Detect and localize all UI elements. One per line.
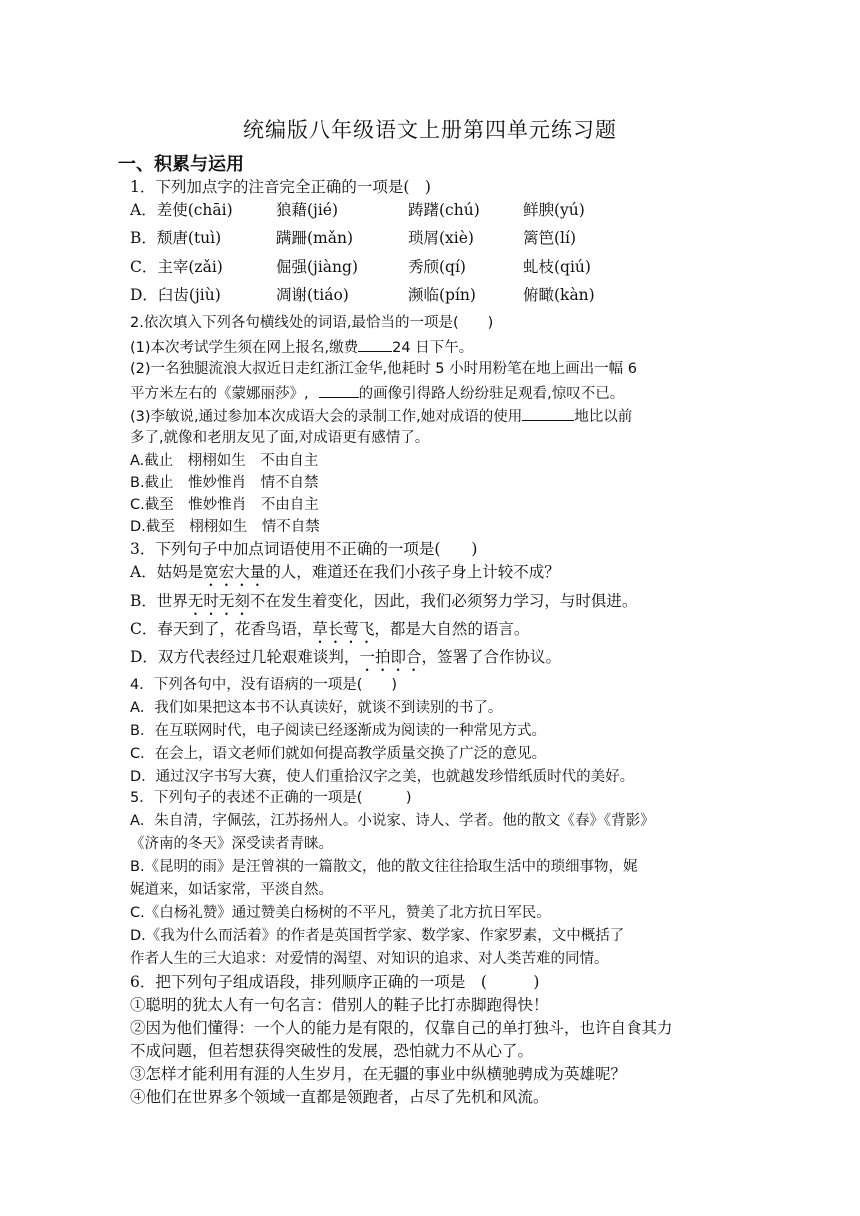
q6-sentence-3: ③怎样才能利用有涯的人生岁月，在无疆的事业中纵横驰骋成为英雄呢？ <box>130 1065 627 1083</box>
q1-d-2: 凋谢(tiáo) <box>276 286 349 304</box>
q1-b-2: 蹒跚(mǎn) <box>276 229 354 247</box>
q1-c-2: 倔强(jiàng) <box>276 258 359 276</box>
q1-b-4: 篱笆(lí) <box>523 229 577 247</box>
q1-d-3: 濒临(pín) <box>408 286 476 304</box>
q3-option-c <box>130 618 529 647</box>
q1-a-4: 鲜腴(yú) <box>523 201 585 219</box>
q1-d-4: 俯瞰(kàn) <box>523 286 595 304</box>
q4-option-c: C．在会上，语文老师们就如何提高教学质量交换了广泛的意见。 <box>130 746 547 762</box>
q5-option-a-line1: A．朱自清，字佩弦，江苏扬州人。小说家、诗人、学者。他的散文《春》《背影》 <box>130 813 655 829</box>
q3-option-b <box>130 590 637 619</box>
q3-d-post: ，签署了合作协议。 <box>421 648 561 666</box>
document-title: 统编版八年级语文上册第四单元练习题 <box>243 118 617 142</box>
section-heading: 一、积累与运用 <box>118 154 244 175</box>
q2-s2-tail: 的画像引得路人纷纷驻足观看,惊叹不已。 <box>358 386 625 402</box>
q3-b-pre: B．世界 <box>130 592 188 610</box>
q6-sentence-2-line2: 不成问题，但若想获得突破性的发展，恐怕就力不从心了。 <box>130 1042 534 1060</box>
q1-c-4: 虬枝(qiú) <box>523 258 591 276</box>
q6-sentence-2-line1: ②因为他们懂得：一个人的能力是有限的，仅靠自己的单打独斗，也许自食其力 <box>130 1019 673 1037</box>
q4-option-a: A．我们如果把这本书不认真读好，就谈不到读别的书了。 <box>130 700 503 716</box>
q3-stem: 3．下列句子中加点词语使用不正确的一项是( ) <box>130 540 478 558</box>
q2-s3-tail: 地比以前 <box>574 409 633 425</box>
q1-option-a <box>130 199 585 221</box>
q1-c-1: C．主宰(zǎi) <box>130 258 223 276</box>
q5-stem: 5．下列句子的表述不正确的一项是( ) <box>130 790 412 806</box>
q6-sentence-1: ①聪明的犹太人有一句名言：借别人的鞋子比打赤脚跑得快！ <box>130 996 549 1014</box>
q1-option-d <box>130 284 595 306</box>
q2-option-d: D.截至 栩栩如生 情不自禁 <box>130 519 320 535</box>
q4-option-d: D．通过汉字书写大赛，使人们重拾汉字之美，也就越发珍惜纸质时代的美好。 <box>130 769 635 785</box>
q2-option-a: A.截止 栩栩如生 不由自主 <box>130 453 319 469</box>
q6-stem: 6．把下列句子组成语段，排列顺序正确的一项是 ( ) <box>130 973 540 991</box>
q3-option-a <box>130 561 560 590</box>
fill-blank <box>358 335 392 352</box>
dotted-phrase: 无时无刻 <box>187 592 250 610</box>
q5-option-a-line2: 《济南的冬天》深受读者青睐。 <box>130 836 333 852</box>
q2-sentence-1 <box>130 335 473 359</box>
q1-a-1: A．差使(chāi) <box>130 201 233 219</box>
fill-blank <box>522 404 574 421</box>
q1-c-3: 秀颀(qí) <box>408 258 466 276</box>
q1-a-3: 踌躇(chú) <box>408 201 480 219</box>
q2-s1-text: (1)本次考试学生须在网上报名,缴费 <box>130 340 359 356</box>
q2-s3-text: (3)李敏说,通过参加本次成语大会的录制工作,她对成语的使用 <box>130 409 523 425</box>
q1-stem: 1．下列加点字的注音完全正确的一项是( ) <box>130 178 431 196</box>
q1-b-1: B．颓唐(tuì) <box>130 229 222 247</box>
q2-option-b: B.截止 惟妙惟肖 情不自禁 <box>130 475 319 491</box>
q1-b-3: 琐屑(xiè) <box>408 229 474 247</box>
q4-option-b: B．在互联网时代，电子阅读已经逐渐成为阅读的一种常见方式。 <box>130 723 546 739</box>
q3-a-pre: A．姑妈是 <box>130 563 204 581</box>
dotted-phrase: 宽宏大量 <box>203 563 266 581</box>
q5-option-c: C.《白杨礼赞》通过赞美白杨树的不平凡，赞美了北方抗日军民。 <box>130 905 551 921</box>
q2-sentence-3b: 多了,就像和老朋友见了面,对成语更有感情了。 <box>130 430 430 446</box>
q1-a-2: 狼藉(jié) <box>276 201 339 219</box>
q2-s2-text: 平方米左右的《蒙娜丽莎》, <box>130 386 309 402</box>
q2-sentence-2b <box>130 381 624 405</box>
q3-c-post: ，都是大自然的语言。 <box>374 620 530 638</box>
q1-option-b <box>130 227 576 249</box>
q4-stem: 4．下列各句中，没有语病的一项是( ) <box>130 677 398 693</box>
q2-sentence-3a <box>130 404 632 428</box>
q5-option-b-line2: 娓道来，如话家常，平淡自然。 <box>130 882 333 898</box>
q2-sentence-2a: (2)一名独腿流浪大叔近日走红浙江金华,他耗时 5 小时用粉笔在地上画出一幅 6 <box>130 361 637 377</box>
q5-option-d-line2: 作者人生的三大追求：对爱情的渴望、对知识的追求、对人类苦难的同情。 <box>130 951 609 967</box>
q2-option-c: C.截至 惟妙惟肖 不由自主 <box>130 497 319 513</box>
q3-option-d <box>130 646 561 675</box>
q6-sentence-4: ④他们在世界多个领域一直都是领跑者，占尽了先机和风流。 <box>130 1088 549 1106</box>
q5-option-b-line1: B.《昆明的雨》是汪曾祺的一篇散文，他的散文往往拾取生活中的琐细事物，娓 <box>130 859 638 875</box>
q1-option-c <box>130 256 591 278</box>
q3-a-post: 的人，难道还在我们小孩子身上计较不成？ <box>265 563 560 581</box>
q1-d-1: D．臼齿(jiù) <box>130 286 221 304</box>
q3-d-pre: D．双方代表经过几轮艰难谈判， <box>130 648 360 666</box>
q3-c-pre: C．春天到了，花香鸟语， <box>130 620 313 638</box>
dotted-phrase: 草长莺飞 <box>312 620 375 638</box>
fill-blank <box>319 381 359 398</box>
q2-s1-tail: 24 日下午。 <box>392 340 474 356</box>
q2-stem: 2.依次填入下列各句横线处的词语,最恰当的一项是( ) <box>130 315 494 331</box>
q5-option-d-line1: D.《我为什么而活着》的作者是英国哲学家、数学家、作家罗素，文中概括了 <box>130 928 625 944</box>
dotted-phrase: 一拍即合 <box>359 648 422 666</box>
q3-b-post: 不在发生着变化，因此，我们必须努力学习，与时俱进。 <box>249 592 638 610</box>
